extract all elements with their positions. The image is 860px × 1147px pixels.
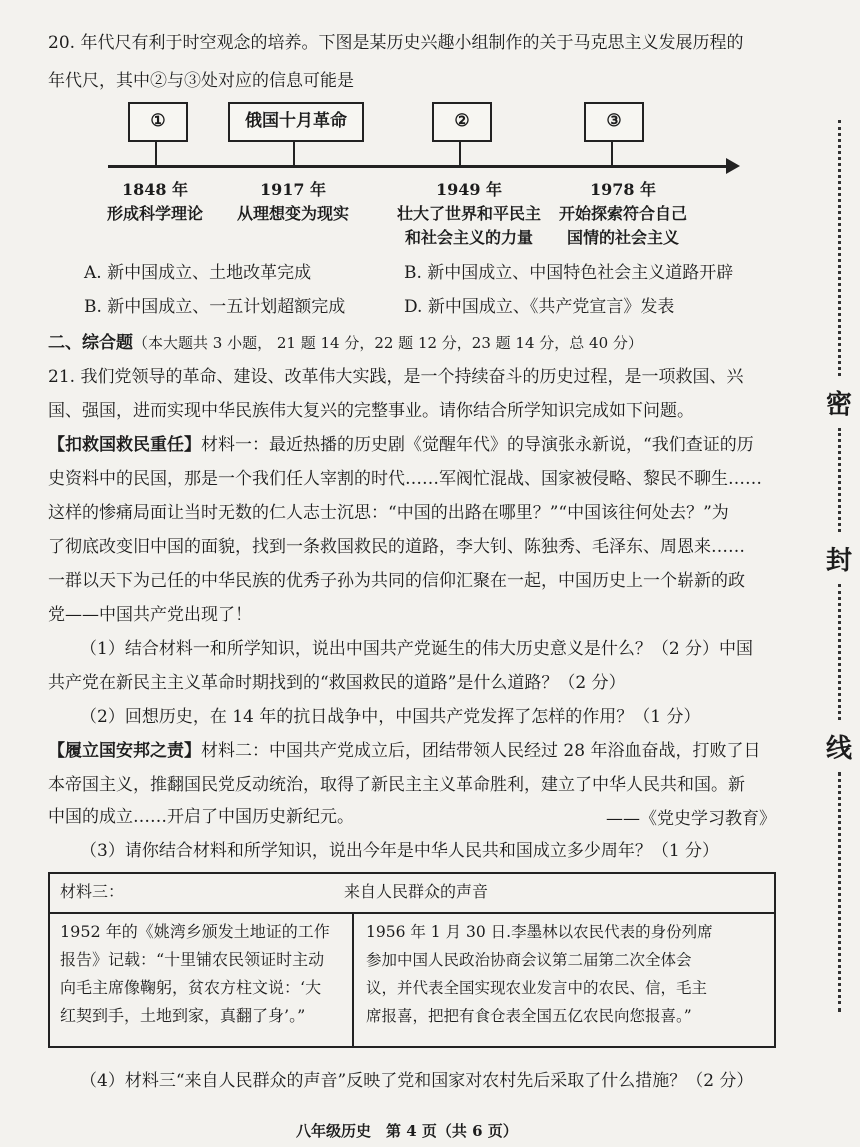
cell-line: 1956 年 1 月 30 日.李墨林以农民代表的身份列席 [366, 923, 713, 941]
timeline-box-1: ① [128, 102, 188, 142]
material-1-text: 材料一：最近热播的历史剧《觉醒年代》的导演张永新说，“我们查证的历 [201, 435, 754, 455]
material-3-label: 材料三： [60, 882, 125, 901]
material-2-heading: 【履立国安邦之责】 [48, 741, 201, 761]
timeline-event: 开始探索符合自己 [558, 204, 687, 223]
timeline-axis [108, 165, 728, 168]
q21-sub4: （4）材料三“来自人民群众的声音”反映了党和国家对农村先后采取了什么措施？（2 分） [80, 1071, 754, 1091]
timeline-label-1917 [218, 178, 368, 226]
section-title: 二、综合题 [48, 333, 133, 353]
seal-dotted-line [838, 772, 844, 1012]
timeline-event: 国情的社会主义 [566, 228, 679, 247]
material-1-line3: 这样的惨痛局面让当时无数的仁人志士沉思：“中国的出路在哪里？”“中国该往何处去？”为 [48, 503, 729, 523]
material-1-heading: 【扣救国救民重任】 [48, 435, 201, 455]
material-1-line4: 了彻底改变旧中国的面貌，找到一条救国救民的道路，李大钊、陈独秀、毛泽东、周恩来…… [48, 537, 745, 557]
cell-line: 参加中国人民政治协商会议第二届第二次全体会 [366, 951, 692, 969]
seal-dotted-line [838, 428, 844, 532]
timeline-year: 1917 年 [259, 180, 327, 199]
timeline-box-4: ③ [584, 102, 644, 142]
seal-char: 封 [826, 546, 853, 576]
section-heading [48, 332, 643, 354]
section-note: （本大题共 3 小题， 21 题 14 分，22 题 12 分，23 题 14 分，总 40 分） [133, 334, 643, 352]
material-2-line2: 本帝国主义，推翻国民党反动统治，取得了新民主主义革命胜利，建立了中华人民共和国。新 [48, 775, 745, 795]
timeline-event: 和社会主义的力量 [404, 228, 533, 247]
cell-line: 红契到手，土地到家，真翻了身’。” [60, 1006, 306, 1025]
page-footer: 八年级历史 第 4 页（共 6 页） [296, 1122, 518, 1140]
material-2-text: 材料二：中国共产党成立后，团结带领人民经过 28 年浴血奋战，打败了日 [201, 741, 761, 761]
q21-intro-line1: 21. 我们党领导的革命、建设、改革伟大实践，是一个持续奋斗的历史过程，是一项救国、兴 [48, 367, 744, 387]
timeline-stem [611, 140, 613, 166]
seal-char: 线 [826, 734, 853, 764]
material-3-left-cell [60, 918, 330, 1030]
q21-sub1-line1: （1）结合材料一和所学知识，说出中国共产党诞生的伟大历史意义是什么？（2 分）中国 [80, 639, 754, 659]
cell-line: 席报喜，把把有食仓表全国五亿农民向您报喜。” [366, 1007, 692, 1025]
timeline-box-3: ② [432, 102, 492, 142]
timeline-year: 1978 年 [589, 180, 657, 199]
q20-stem-line2: 年代尺，其中②与③处对应的信息可能是 [48, 71, 354, 91]
material-1-line1 [48, 434, 754, 456]
seal-dotted-line [838, 120, 844, 376]
material-1-line6: 党——中国共产党出现了！ [48, 605, 252, 625]
timeline-event: 壮大了世界和平民主 [396, 204, 541, 223]
q20-stem-line1: 20. 年代尺有利于时空观念的培养。下图是某历史兴趣小组制作的关于马克思主义发展历程的 [48, 33, 744, 53]
material-1-line2: 史资料中的民国，那是一个我们任人宰割的时代……军阀忙混战、国家被侵略、黎民不聊生…… [48, 469, 762, 489]
q21-sub3: （3）请你结合材料和所学知识，说出今年是中华人民共和国成立多少周年？（1 分） [80, 841, 720, 861]
material-1-line5: 一群以天下为己任的中华民族的优秀子孙为共同的信仰汇聚在一起，中国历史上一个崭新的政 [48, 571, 745, 591]
seal-char: 密 [826, 390, 853, 420]
timeline-label-1848 [85, 178, 225, 226]
timeline-stem [293, 140, 295, 166]
q20-option-a[interactable]: A. 新中国成立、土地改革完成 [84, 263, 312, 283]
cell-line: 报告》记载：“十里铺农民领证时主动 [60, 950, 325, 969]
material-2-source: ——《党史学习教育》 [606, 809, 776, 829]
q20-option-b[interactable]: B. 新中国成立、中国特色社会主义道路开辟 [404, 263, 734, 283]
q20-option-d[interactable]: D. 新中国成立、《共产党宣言》发表 [404, 297, 675, 317]
timeline-stem [155, 140, 157, 166]
cell-line: 向毛主席像鞠躬，贫农方柱文说：‘大 [60, 978, 322, 997]
timeline-event: 形成科学理论 [106, 204, 203, 223]
timeline-year: 1848 年 [121, 180, 189, 199]
timeline-stem [459, 140, 461, 166]
material-3-title: 来自人民群众的声音 [343, 882, 488, 901]
material-3-table [48, 872, 776, 1048]
seal-dotted-line [838, 584, 844, 720]
cell-line: 1952 年的《姚湾乡颁发土地证的工作 [60, 922, 330, 941]
q20-option-c[interactable]: B. 新中国成立、一五计划超额完成 [84, 297, 346, 317]
timeline-event: 从理想变为现实 [236, 204, 349, 223]
material-2-line1 [48, 740, 760, 762]
timeline-box-2: 俄国十月革命 [228, 102, 364, 142]
q21-intro-line2: 国、强国，进而实现中华民族伟大复兴的完整事业。请你结合所学知识完成如下问题。 [48, 401, 694, 421]
material-3-right-cell [366, 918, 713, 1030]
timeline-label-1978 [548, 178, 698, 250]
timeline-label-1949 [384, 178, 554, 250]
table-divider [352, 912, 354, 1046]
cell-line: 议，并代表全国实现农业发言中的农民、信，毛主 [366, 979, 708, 997]
q21-sub1-line2: 共产党在新民主主义革命时期找到的“救国救民的道路”是什么道路？（2 分） [48, 673, 626, 693]
timeline-year: 1949 年 [435, 180, 503, 199]
q21-sub2: （2）回想历史，在 14 年的抗日战争中，中国共产党发挥了怎样的作用？（1 分） [80, 707, 701, 727]
table-divider [50, 912, 774, 914]
material-2-line3: 中国的成立……开启了中国历史新纪元。 [48, 807, 354, 827]
timeline-arrow-icon [726, 158, 740, 174]
